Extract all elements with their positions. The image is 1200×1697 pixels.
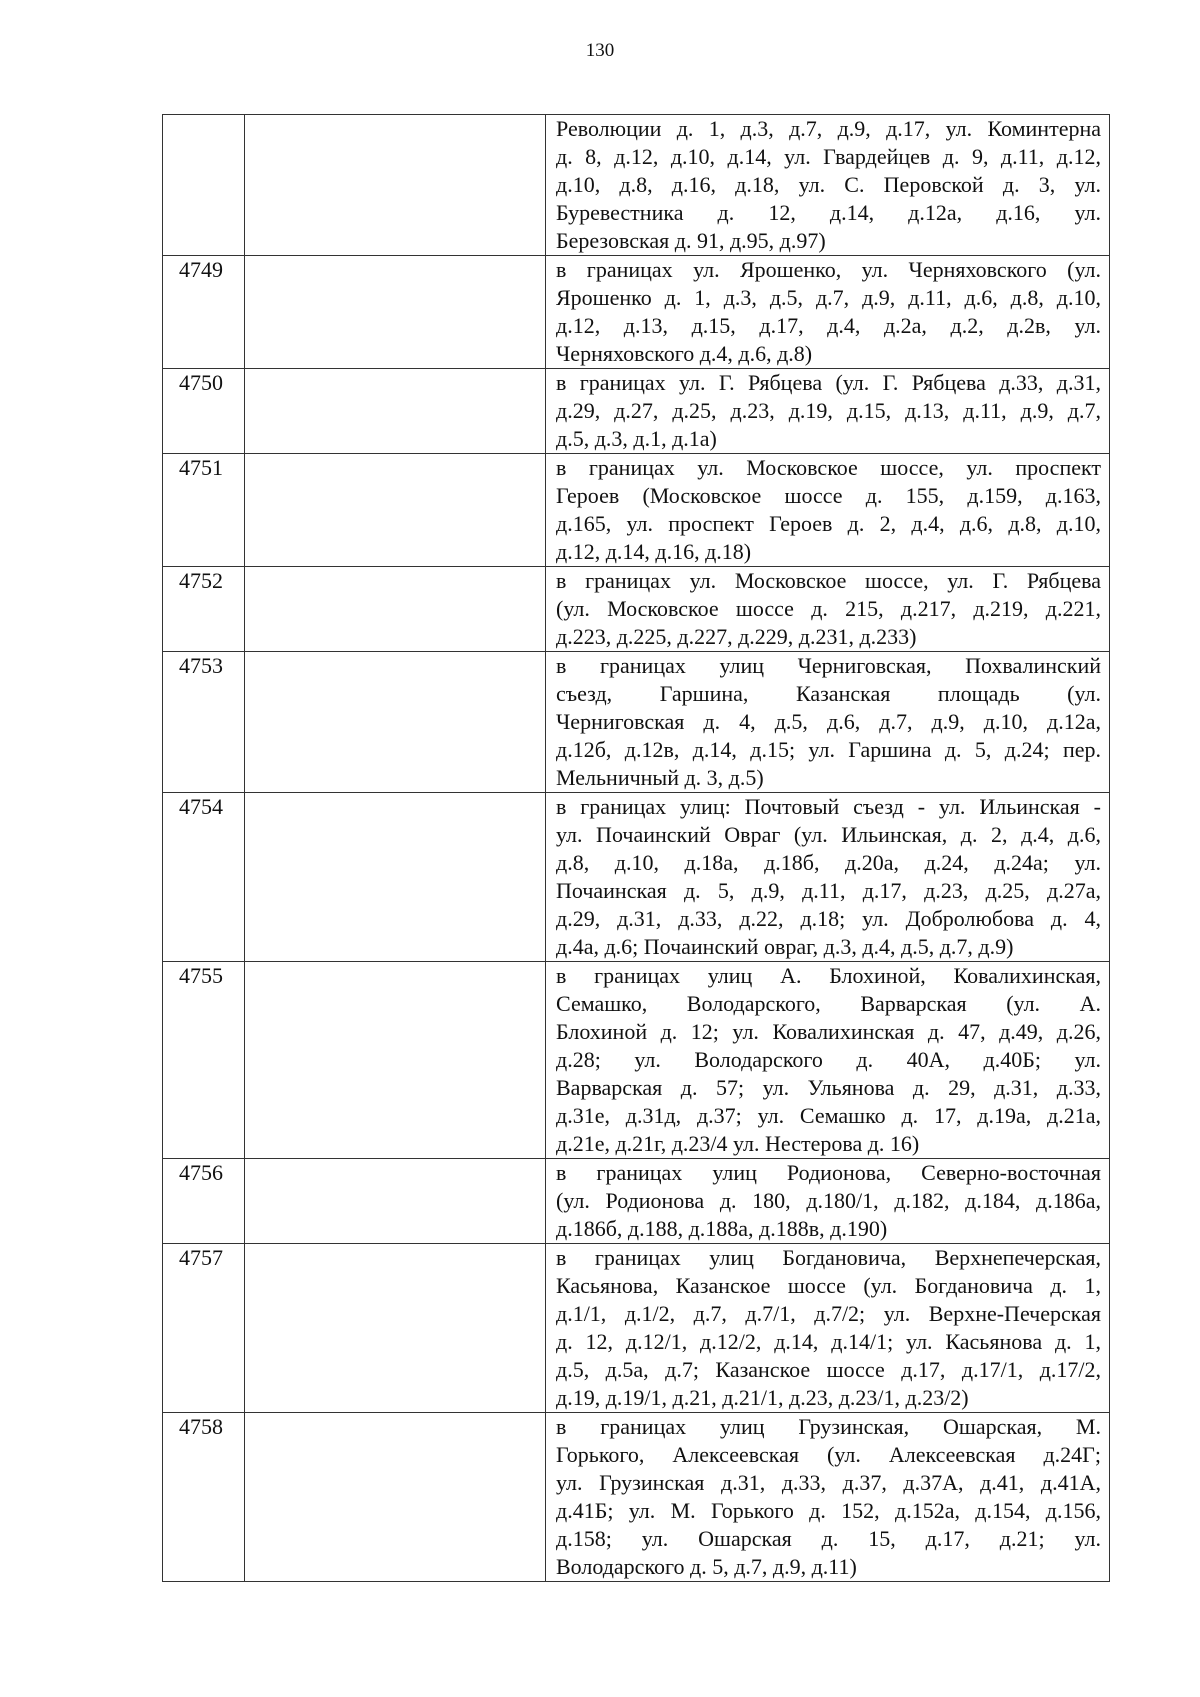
section-number-cell: 4750 <box>163 369 245 454</box>
boundary-description-cell <box>546 369 1110 454</box>
description-line: Революции д. 1, д.3, д.7, д.9, д.17, ул. Коминтерна <box>556 116 1101 141</box>
middle-cell <box>245 962 546 1159</box>
description-line: Ярошенко д. 1, д.3, д.5, д.7, д.9, д.11, д.6, д.8, д.10, <box>556 285 1101 310</box>
description-line: Березовская д. 91, д.95, д.97) <box>556 228 826 253</box>
section-number-cell: 4755 <box>163 962 245 1159</box>
description-line: д. 12, д.12/1, д.12/2, д.14, д.14/1; ул. Касьянова д. 1, <box>556 1329 1101 1354</box>
section-number-cell: 4754 <box>163 793 245 962</box>
page-number: 130 <box>585 40 615 61</box>
section-number-cell: 4753 <box>163 652 245 793</box>
description-line: Черниговская д. 4, д.5, д.6, д.7, д.9, д.10, д.12а, <box>556 709 1101 734</box>
section-number-cell: 4756 <box>163 1159 245 1244</box>
table-row <box>163 962 1110 1159</box>
description-line: Черняховского д.4, д.6, д.8) <box>556 341 813 366</box>
description-line: Блохиной д. 12; ул. Ковалихинская д. 47, д.49, д.26, <box>556 1019 1101 1044</box>
description-line: д.186б, д.188, д.188а, д.188в, д.190) <box>556 1216 888 1241</box>
description-line: в границах улиц Родионова, Северно-восточная <box>556 1160 1101 1185</box>
description-line: Буревестника д. 12, д.14, д.12а, д.16, ул. <box>556 200 1101 225</box>
description-line: д.28; ул. Володарского д. 40А, д.40Б; ул. <box>556 1047 1101 1072</box>
description-line: д.19, д.19/1, д.21, д.21/1, д.23, д.23/1, д.23/2) <box>556 1385 969 1410</box>
description-line: Касьянова, Казанское шоссе (ул. Богдановича д. 1, <box>556 1273 1101 1298</box>
table-row <box>163 1159 1110 1244</box>
description-line: в границах ул. Г. Рябцева (ул. Г. Рябцева д.33, д.31, <box>556 370 1101 395</box>
description-line: д.158; ул. Ошарская д. 15, д.17, д.21; ул. <box>556 1526 1101 1551</box>
description-line: д.165, ул. проспект Героев д. 2, д.4, д.6, д.8, д.10, <box>556 511 1101 536</box>
description-line: д.4а, д.6; Почаинский овраг, д.3, д.4, д.5, д.7, д.9) <box>556 934 1014 959</box>
table-row <box>163 1413 1110 1582</box>
boundary-description-cell <box>546 962 1110 1159</box>
description-line: д.29, д.27, д.25, д.23, д.19, д.15, д.13, д.11, д.9, д.7, <box>556 398 1101 423</box>
boundary-description-cell <box>546 1244 1110 1413</box>
description-line: д.12б, д.12в, д.14, д.15; ул. Гаршина д. 5, д.24; пер. <box>556 737 1101 762</box>
description-line: в границах улиц Грузинская, Ошарская, М. <box>556 1414 1101 1439</box>
description-line: в границах улиц Богдановича, Верхнепечерская, <box>556 1245 1101 1270</box>
boundary-description-cell <box>546 256 1110 369</box>
description-line: Горького, Алексеевская (ул. Алексеевская д.24Г; <box>556 1442 1101 1467</box>
table-row <box>163 1244 1110 1413</box>
description-line: Володарского д. 5, д.7, д.9, д.11) <box>556 1554 857 1579</box>
table-row <box>163 256 1110 369</box>
middle-cell <box>245 1244 546 1413</box>
section-number-cell: 4752 <box>163 567 245 652</box>
description-line: Героев (Московское шоссе д. 155, д.159, д.163, <box>556 483 1101 508</box>
description-line: Семашко, Володарского, Варварская (ул. А. <box>556 991 1101 1016</box>
description-line: д.223, д.225, д.227, д.229, д.231, д.233) <box>556 624 917 649</box>
description-line: (ул. Родионова д. 180, д.180/1, д.182, д.184, д.186а, <box>556 1188 1101 1213</box>
boundary-description-cell <box>546 1159 1110 1244</box>
boundary-description-cell <box>546 567 1110 652</box>
middle-cell <box>245 1159 546 1244</box>
middle-cell <box>245 454 546 567</box>
description-line: д.12, д.13, д.15, д.17, д.4, д.2а, д.2, д.2в, ул. <box>556 313 1101 338</box>
description-line: д.5, д.3, д.1, д.1а) <box>556 426 717 451</box>
table-row <box>163 652 1110 793</box>
description-line: в границах ул. Ярошенко, ул. Черняховского (ул. <box>556 257 1101 282</box>
boundary-description-cell <box>546 454 1110 567</box>
description-line: д.8, д.10, д.18а, д.18б, д.20а, д.24, д.24а; ул. <box>556 850 1101 875</box>
description-line: д.1/1, д.1/2, д.7, д.7/1, д.7/2; ул. Верхне-Печерская <box>556 1301 1101 1326</box>
description-line: в границах улиц А. Блохиной, Ковалихинская, <box>556 963 1101 988</box>
description-line: д.41Б; ул. М. Горького д. 152, д.152а, д.154, д.156, <box>556 1498 1101 1523</box>
middle-cell <box>245 1413 546 1582</box>
boundary-description-cell <box>546 793 1110 962</box>
middle-cell <box>245 369 546 454</box>
description-line: в границах улиц: Почтовый съезд - ул. Ильинская - <box>556 794 1101 819</box>
middle-cell <box>245 652 546 793</box>
description-line: (ул. Московское шоссе д. 215, д.217, д.219, д.221, <box>556 596 1101 621</box>
description-line: д.5, д.5а, д.7; Казанское шоссе д.17, д.17/1, д.17/2, <box>556 1357 1101 1382</box>
description-line: в границах улиц Черниговская, Похвалинский <box>556 653 1101 678</box>
description-line: д.10, д.8, д.16, д.18, ул. С. Перовской д. 3, ул. <box>556 172 1101 197</box>
description-line: д. 8, д.12, д.10, д.14, ул. Гвардейцев д. 9, д.11, д.12, <box>556 144 1101 169</box>
description-line: съезд, Гаршина, Казанская площадь (ул. <box>556 681 1101 706</box>
table-row <box>163 115 1110 256</box>
middle-cell <box>245 115 546 256</box>
table-row <box>163 454 1110 567</box>
table-row <box>163 793 1110 962</box>
table-row <box>163 369 1110 454</box>
section-number-cell: 4758 <box>163 1413 245 1582</box>
description-line: в границах ул. Московское шоссе, ул. проспект <box>556 455 1101 480</box>
section-number-cell: 4751 <box>163 454 245 567</box>
table-row <box>163 567 1110 652</box>
description-line: ул. Грузинская д.31, д.33, д.37, д.37А, д.41, д.41А, <box>556 1470 1101 1495</box>
boundary-description-cell <box>546 652 1110 793</box>
boundary-description-cell <box>546 1413 1110 1582</box>
description-line: д.12, д.14, д.16, д.18) <box>556 539 752 564</box>
description-line: Почаинская д. 5, д.9, д.11, д.17, д.23, д.25, д.27а, <box>556 878 1101 903</box>
description-line: д.21е, д.21г, д.23/4 ул. Нестерова д. 16) <box>556 1131 920 1156</box>
section-number-cell: 4757 <box>163 1244 245 1413</box>
middle-cell <box>245 567 546 652</box>
boundary-description-cell <box>546 115 1110 256</box>
description-line: д.29, д.31, д.33, д.22, д.18; ул. Добролюбова д. 4, <box>556 906 1101 931</box>
description-line: Мельничный д. 3, д.5) <box>556 765 764 790</box>
section-number-cell: 4749 <box>163 256 245 369</box>
middle-cell <box>245 793 546 962</box>
description-line: Варварская д. 57; ул. Ульянова д. 29, д.31, д.33, <box>556 1075 1101 1100</box>
section-number-cell <box>163 115 245 256</box>
middle-cell <box>245 256 546 369</box>
description-line: в границах ул. Московское шоссе, ул. Г. Рябцева <box>556 568 1101 593</box>
district-table <box>162 114 1110 1582</box>
description-line: д.31е, д.31д, д.37; ул. Семашко д. 17, д.19а, д.21а, <box>556 1103 1101 1128</box>
description-line: ул. Почаинский Овраг (ул. Ильинская, д. 2, д.4, д.6, <box>556 822 1101 847</box>
